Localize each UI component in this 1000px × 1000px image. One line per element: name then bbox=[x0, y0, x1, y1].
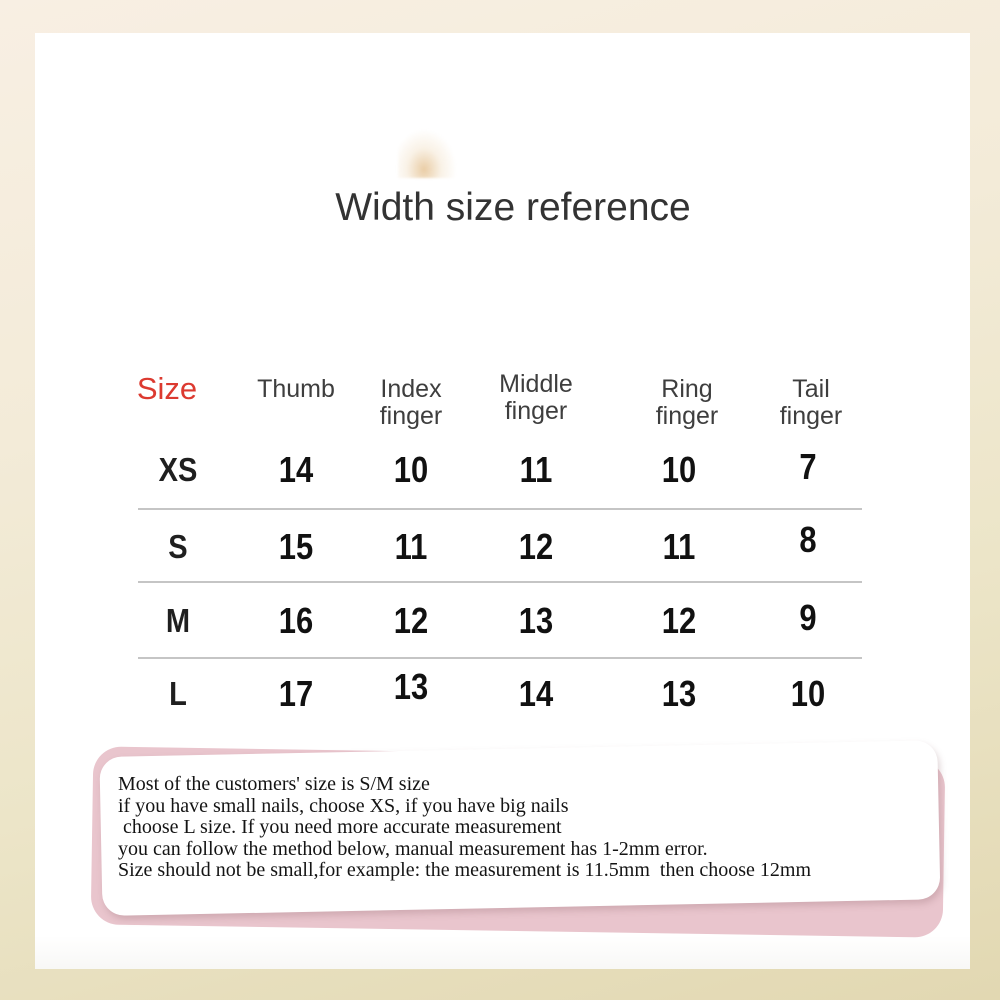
row-label-s: S bbox=[168, 527, 188, 565]
row-label-l: L bbox=[169, 675, 187, 712]
cell-xs-tail-finger: 7 bbox=[799, 446, 817, 487]
note-line-5: Size should not be small,for example: the measurement is 11.5mm then choose 12mm bbox=[118, 859, 812, 882]
cell-s-middle-finger: 12 bbox=[518, 525, 554, 567]
cell-m-tail-finger: 9 bbox=[799, 597, 817, 638]
cell-m-ring-finger: 12 bbox=[661, 600, 697, 641]
note-line-2: if you have small nails, choose XS, if you have big nails bbox=[118, 794, 569, 817]
smudge-stain-decoration bbox=[398, 130, 456, 178]
table-row-l bbox=[115, 659, 865, 735]
column-header-tail-finger: Tail finger bbox=[779, 375, 843, 430]
row-label-m: M bbox=[165, 602, 191, 639]
column-header-index-finger: Index finger bbox=[379, 375, 443, 430]
cell-m-index-finger: 12 bbox=[393, 600, 429, 641]
cell-l-index-finger: 13 bbox=[393, 666, 429, 707]
column-header-ring-finger: Ring finger bbox=[655, 375, 719, 430]
table-row-s bbox=[115, 510, 865, 583]
cell-m-middle-finger: 13 bbox=[518, 600, 554, 641]
cell-xs-ring-finger: 10 bbox=[661, 449, 697, 490]
cell-xs-index-finger: 10 bbox=[393, 449, 429, 490]
table-header-row bbox=[115, 364, 865, 430]
note-line-3: choose L size. If you need more accurate measurement bbox=[118, 816, 562, 839]
note-line-1: Most of the customers' size is S/M size bbox=[118, 773, 430, 795]
cell-l-tail-finger: 10 bbox=[790, 673, 826, 714]
column-header-middle-finger: Middle finger bbox=[499, 370, 573, 425]
cell-m-thumb: 16 bbox=[278, 600, 314, 641]
cell-l-thumb: 17 bbox=[278, 673, 314, 714]
column-header-thumb: Thumb bbox=[257, 375, 335, 403]
cell-xs-middle-finger: 11 bbox=[519, 449, 553, 490]
note-text-block bbox=[118, 774, 918, 882]
page-title: Width size reference bbox=[335, 186, 691, 229]
cell-l-ring-finger: 13 bbox=[661, 673, 697, 714]
cell-xs-thumb: 14 bbox=[278, 449, 314, 490]
table-row-m bbox=[115, 583, 865, 659]
cell-s-tail-finger: 8 bbox=[799, 518, 817, 560]
note-line-4: you can follow the method below, manual measurement has 1-2mm error. bbox=[118, 837, 708, 860]
cell-s-index-finger: 11 bbox=[394, 525, 428, 567]
cell-s-ring-finger: 11 bbox=[662, 525, 696, 567]
size-reference-table bbox=[115, 364, 865, 735]
cell-s-thumb: 15 bbox=[278, 525, 314, 567]
cell-l-middle-finger: 14 bbox=[518, 673, 554, 714]
row-label-xs: XS bbox=[158, 451, 198, 488]
column-header-size: Size bbox=[136, 371, 198, 406]
table-row-xs bbox=[115, 430, 865, 510]
